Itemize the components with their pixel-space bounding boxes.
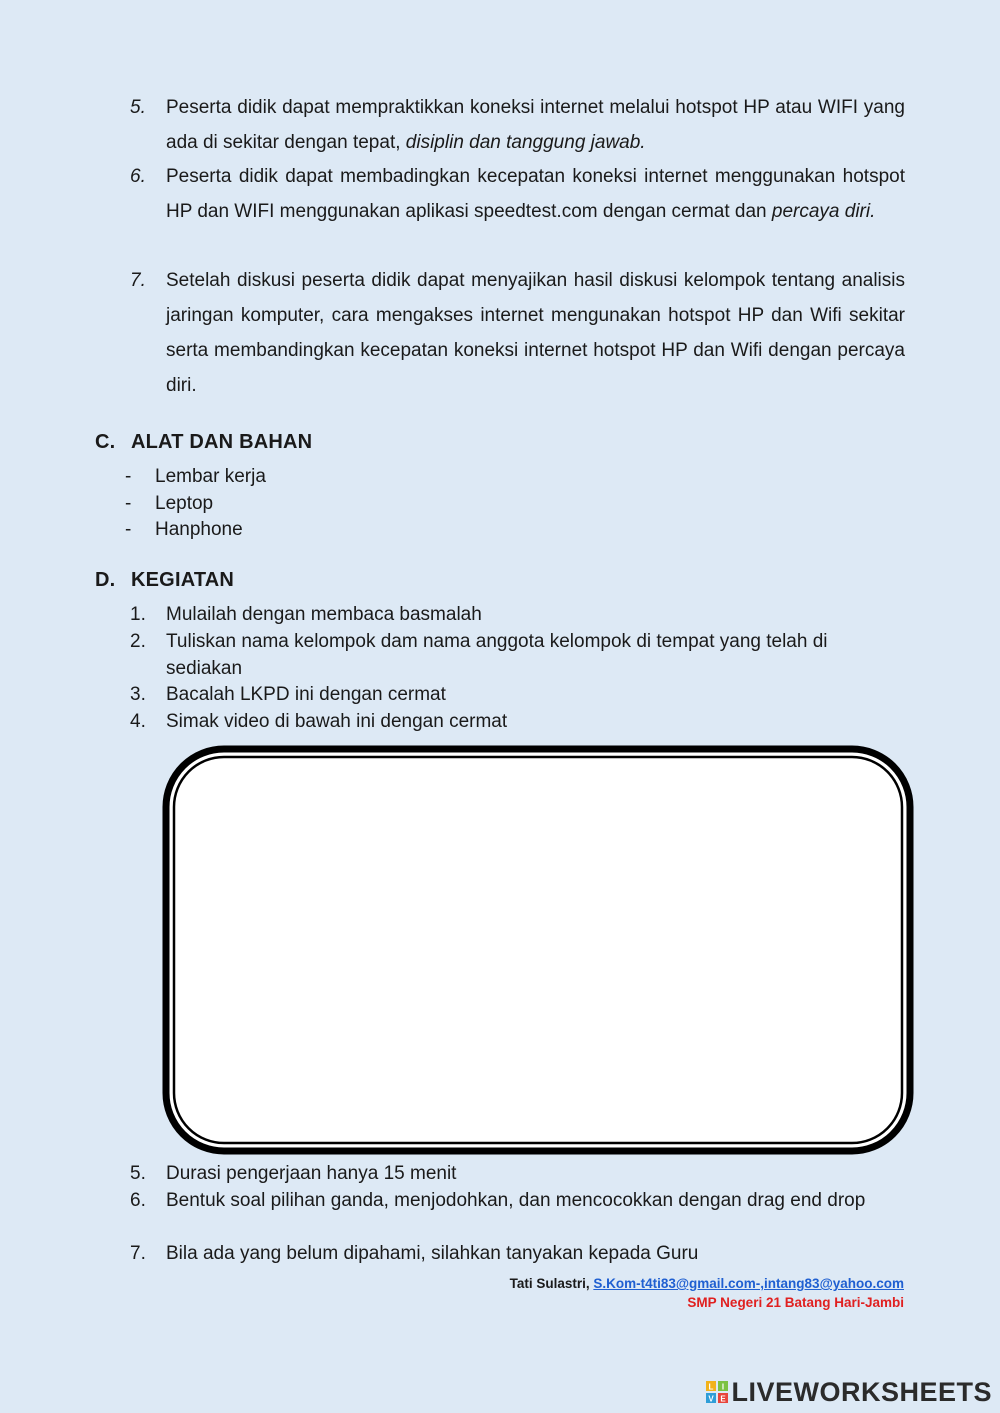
- svg-text:E: E: [720, 1394, 727, 1403]
- activity-step: 7. Bila ada yang belum dipahami, silahkan tanyakan kepada Guru: [130, 1243, 699, 1264]
- svg-text:V: V: [708, 1394, 715, 1403]
- brand-name: LIVEWORKSHEETS: [731, 1376, 992, 1407]
- activity-step: 2. Tuliskan nama kelompok dam nama anggota kelompok di tempat yang telah di sediakan: [130, 631, 828, 679]
- section-title: ALAT DAN BAHAN: [131, 431, 313, 453]
- objective-text: Peserta didik dapat mempraktikkan koneksi internet melalui hotspot HP atau WIFI yang ada di sekitar dengan tepat, disiplin dan tanggung jawab.: [166, 97, 905, 153]
- svg-text:L: L: [709, 1382, 714, 1392]
- school-name: SMP Negeri 21 Batang Hari-Jambi: [687, 1295, 904, 1310]
- activity-step: 6. Bentuk soal pilihan ganda, menjodohkan, dan mencocokkan dengan drag end drop: [130, 1190, 866, 1211]
- objective-text: Peserta didik dapat membadingkan kecepatan koneksi internet menggunakan hotspot HP dan WIFI menggunakan aplikasi speedtest.com dengan cermat dan percaya diri.: [166, 166, 905, 222]
- author-name: Tati Sulastri,: [509, 1276, 594, 1291]
- activity-step: 5. Durasi pengerjaan hanya 15 menit: [130, 1163, 457, 1184]
- objective-text: Setelah diskusi peserta didik dapat menyajikan hasil diskusi kelompok tentang analisis jaringan komputer, cara mengakses internet mengunakan hotspot HP dan Wifi sekitar serta membandingkan kecepatan koneksi internet hotspot HP dan Wifi dengan percaya diri.: [166, 270, 905, 396]
- activity-step: 3. Bacalah LKPD ini dengan cermat: [130, 684, 446, 705]
- objective-number: 7.: [130, 270, 146, 291]
- svg-text:I: I: [722, 1382, 725, 1392]
- section-letter: D.: [95, 569, 116, 591]
- section-c-heading: [95, 431, 312, 454]
- activity-step: 4. Simak video di bawah ini dengan cermat: [130, 711, 508, 732]
- liveworksheets-logo-icon: [706, 1381, 728, 1403]
- objective-item: [130, 159, 905, 264]
- worksheet-page: 5. Peserta didik dapat mempraktikkan koneksi internet melalui hotspot HP atau WIFI yang ada di sekitar dengan tepat, disiplin dan tanggung jawab. 6. Peserta didik dapat membadingkan kecepatan koneksi internet menggunakan hotspot HP dan WIFI menggunakan aplikasi speedtest.com dengan cermat dan percaya diri. 7. Setelah diskusi peserta didik dapat menyajikan hasil diskusi kelompok tentang analisis jaringan komputer, cara mengakses internet mengunakan hotspot HP dan Wifi sekitar serta membandingkan kecepatan koneksi internet hotspot HP dan Wifi dengan percaya diri. C. ALAT DAN BAHAN - Lembar kerja - Leptop - Hanphone D. KEGIATAN 1. Mulailah dengan membaca basmalah 2. Tuliskan nama kelompok dam nama anggota kelompok di tempat yang telah di sediakan 3. Bacalah LKPD ini dengan cermat 4. Simak video di bawah ini dengan cermat 5. Durasi pengerjaan hanya 15 menit 6. Bentuk soal pilihan ganda, menjodohkan, dan mencocokkan dengan drag end drop 7. Bila ada yang belum dipahami, silahkan tanyakan kepada Guru Tati Sulastri, S.Kom-t4ti83@gmail.com-,intang83@yahoo.com SMP Negeri 21 Batang Hari-Jambi L I V E LIVEWORKSHEETS: [0, 0, 1000, 1413]
- author-credit: [510, 1276, 904, 1291]
- objective-number: 6.: [130, 166, 146, 187]
- section-letter: C.: [95, 431, 116, 453]
- liveworksheets-brand[interactable]: [706, 1377, 992, 1407]
- author-email-link[interactable]: S.Kom-t4ti83@gmail.com-,intang83@yahoo.com: [593, 1276, 904, 1291]
- video-frame[interactable]: [162, 745, 914, 1155]
- activity-step: 1. Mulailah dengan membaca basmalah: [130, 604, 482, 625]
- section-title: KEGIATAN: [131, 569, 235, 591]
- objective-item: [130, 263, 905, 403]
- objective-number: 5.: [130, 97, 146, 118]
- objective-item: [130, 90, 905, 160]
- section-d-heading: [95, 569, 234, 592]
